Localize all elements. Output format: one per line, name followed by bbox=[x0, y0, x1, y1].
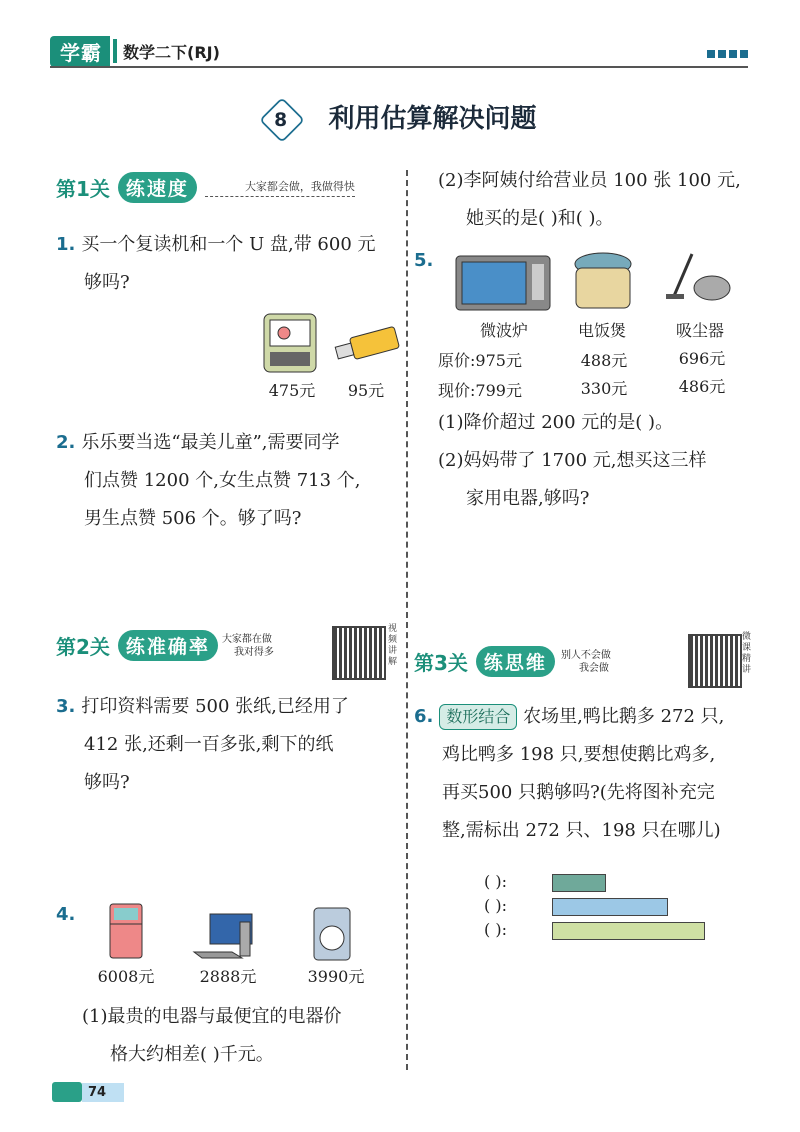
brand-name: 学霸 bbox=[50, 36, 110, 67]
refrigerator-icon bbox=[108, 902, 144, 964]
page-title-text: 利用估算解决问题 bbox=[328, 104, 537, 134]
question-2: 2. 乐乐要当选“最美儿童”,需要同学 们点赞 1200 个,女生点赞 713 个, 男生点赞 506 个。够了吗? bbox=[56, 432, 361, 529]
pencil-icon bbox=[52, 1082, 82, 1102]
item-rice-cooker: 电饭煲 bbox=[577, 321, 626, 340]
book-subtitle: 数学二下(RJ) bbox=[123, 42, 220, 62]
section-1-level: 第1关 bbox=[56, 177, 110, 201]
bar-duck bbox=[552, 898, 668, 916]
logo bbox=[50, 36, 220, 66]
qr-code-icon-2[interactable] bbox=[688, 634, 742, 688]
bar-label-1: ( ): bbox=[484, 872, 507, 891]
section-3-name: 练思维 bbox=[476, 646, 555, 677]
logo-separator bbox=[113, 39, 117, 63]
question-6: 6. 数形结合 农场里,鸭比鹅多 272 只, 鸡比鸭多 198 只,要想使鹅比鸡多, 再买500 只鹅够吗?(先将图补充完 整,需标出 272 只、198 只在哪儿) bbox=[414, 706, 725, 841]
section-3-header bbox=[414, 646, 611, 677]
rice-cooker-icon bbox=[570, 250, 636, 316]
bar-goose bbox=[552, 874, 606, 892]
bar-label-2: ( ): bbox=[484, 896, 507, 915]
bar-chicken bbox=[552, 922, 705, 940]
usb-drive-icon bbox=[330, 326, 404, 370]
section-2-level: 第2关 bbox=[56, 635, 110, 659]
current-price-row: 现价:799元 bbox=[438, 381, 522, 400]
orig-price-3: 696元 bbox=[678, 349, 726, 368]
price-recorder: 475元 bbox=[268, 381, 316, 400]
now-price-2: 330元 bbox=[580, 379, 628, 398]
section-3-note: 别人不会做 我会做 bbox=[560, 649, 611, 674]
price-computer: 2888元 bbox=[199, 967, 257, 986]
question-5-parts: (1)降价超过 200 元的是( )。 (2)妈妈带了 1700 元,想买这三样 家用电器,够吗? bbox=[438, 412, 707, 509]
price-washer: 3990元 bbox=[307, 967, 365, 986]
section-1-header bbox=[56, 172, 355, 203]
question-3: 3. 打印资料需要 500 张纸,已经用了 412 张,还剩一百多张,剩下的纸 够吗? bbox=[56, 696, 349, 793]
question-4-part-2: (2)李阿姨付给营业员 100 张 100 元, 她买的是( )和( )。 bbox=[438, 170, 741, 229]
item-microwave: 微波炉 bbox=[479, 321, 528, 340]
qr-label-2: 微课精讲 bbox=[742, 632, 752, 675]
computer-icon bbox=[192, 912, 254, 964]
section-3-level: 第3关 bbox=[414, 651, 468, 675]
topic-tag: 数形结合 bbox=[439, 704, 517, 730]
section-2-header bbox=[56, 630, 274, 661]
washing-machine-icon bbox=[312, 906, 352, 966]
section-2-note: 大家都在做 我对得多 bbox=[221, 633, 274, 658]
item-vacuum: 吸尘器 bbox=[675, 321, 724, 340]
header-rule bbox=[50, 66, 748, 68]
page-title bbox=[0, 98, 800, 139]
lesson-number-badge: 8 bbox=[260, 97, 306, 143]
question-5-number: 5. bbox=[414, 250, 434, 271]
question-4-part-1: (1)最贵的电器与最便宜的电器价 格大约相差( )千元。 bbox=[82, 1006, 342, 1065]
price-usb: 95元 bbox=[347, 381, 385, 400]
original-price-row: 原价:975元 bbox=[438, 351, 522, 370]
microwave-icon bbox=[454, 254, 552, 316]
qr-code-icon[interactable] bbox=[332, 626, 386, 680]
now-price-3: 486元 bbox=[678, 377, 726, 396]
header-dots bbox=[707, 50, 748, 58]
price-fridge: 6008元 bbox=[97, 967, 155, 986]
question-1: 1. 买一个复读机和一个 U 盘,带 600 元 够吗? bbox=[56, 234, 376, 293]
bar-label-3: ( ): bbox=[484, 920, 507, 939]
column-divider bbox=[406, 170, 408, 1070]
page-number bbox=[52, 1082, 124, 1102]
page-number-text: 74 bbox=[82, 1083, 124, 1102]
qr-label: 视频讲解 bbox=[388, 624, 398, 667]
section-1-name: 练速度 bbox=[118, 172, 197, 203]
question-4-number: 4. bbox=[56, 904, 76, 925]
vacuum-icon bbox=[664, 252, 734, 306]
section-2-name: 练准确率 bbox=[118, 630, 218, 661]
section-1-note: 大家都会做，我做得快 bbox=[205, 178, 355, 197]
orig-price-2: 488元 bbox=[580, 351, 628, 370]
tape-recorder-icon bbox=[262, 312, 318, 378]
